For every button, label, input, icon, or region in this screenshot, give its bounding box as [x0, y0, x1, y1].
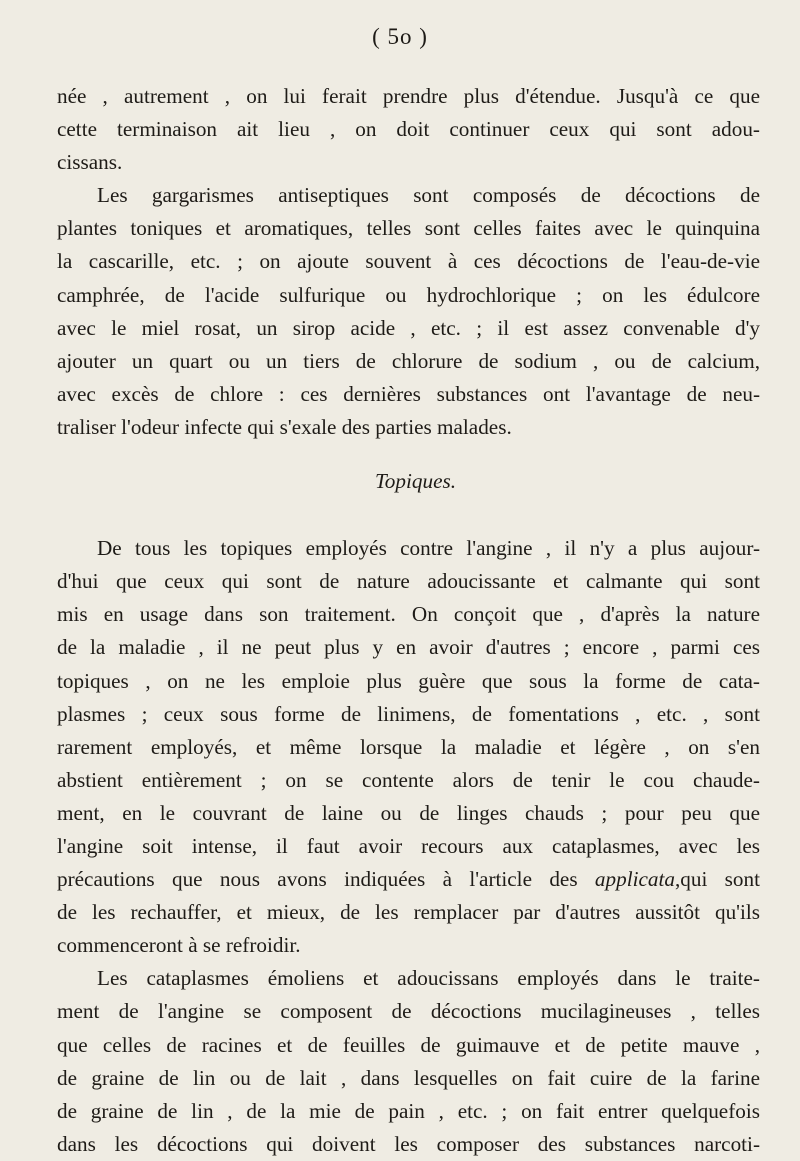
text-line: Les gargarismes antiseptiques sont composés de décoctions de	[97, 183, 760, 208]
text-line: que celles de racines et de feuilles de guimauve et de petite mauve ,	[57, 1032, 760, 1057]
paragraph	[57, 179, 760, 444]
text-line: cette terminaison ait lieu , on doit continuer ceux qui sont adou-	[57, 117, 760, 142]
italic-term: applicata	[594, 867, 675, 892]
text-line: camphrée, de l'acide sulfurique ou hydrochlorique ; on les édulcore	[57, 282, 760, 307]
text-line: de graine de lin ou de lait , dans lesquelles on fait cuire de la farine	[57, 1065, 760, 1090]
text-line: avec le miel rosat, un sirop acide , etc. ; il est assez convenable d'y	[57, 315, 760, 340]
text-line: topiques , on ne les emploie plus guère que sous la forme de cata-	[57, 668, 760, 693]
text-line: de graine de lin , de la mie de pain , etc. ; on fait entrer quelquefois	[57, 1098, 760, 1123]
text-line: dans les décoctions qui doivent les composer des substances narcoti-	[57, 1131, 760, 1156]
text-line: ajouter un quart ou un tiers de chlorure de sodium , ou de calcium,	[57, 348, 760, 373]
text-line: avec excès de chlore : ces dernières substances ont l'avantage de neu-	[57, 381, 760, 406]
body-text	[57, 80, 760, 1161]
text-line: l'angine soit intense, il faut avoir recours aux cataplasmes, avec les	[57, 833, 760, 858]
text-line: de la maladie , il ne peut plus y en avoir d'autres ; encore , parmi ces	[57, 635, 760, 660]
text-line: de les rechauffer, et mieux, de les remplacer par d'autres aussitôt qu'ils	[57, 900, 760, 925]
paragraph	[57, 962, 760, 1161]
text-line: ment de l'angine se composent de décoctions mucilagineuses , telles	[57, 999, 760, 1024]
page-number: ( 5o )	[372, 24, 428, 49]
text-line: plasmes ; ceux sous forme de linimens, de fomentations , etc. , sont	[57, 701, 760, 726]
text-line: née , autrement , on lui ferait prendre plus d'étendue. Jusqu'à ce que	[57, 84, 760, 108]
text-line: traliser l'odeur infecte qui s'exale des parties malades.	[57, 414, 512, 439]
text-line: De tous les topiques employés contre l'angine , il n'y a plus aujour-	[97, 536, 760, 561]
text-line: Les cataplasmes émoliens et adoucissans employés dans le traite-	[97, 966, 760, 991]
text-line: rarement employés, et même lorsque la maladie et légère , on s'en	[57, 734, 760, 759]
text-line: précautions que nous avons indiquées à l'article des applicata,qui sont	[57, 867, 760, 892]
text-line: ment, en le couvrant de laine ou de linges chauds ; pour peu que	[57, 800, 760, 825]
text-line: commenceront à se refroidir.	[57, 933, 301, 958]
text-line: cissans.	[57, 150, 123, 175]
text-line: mis en usage dans son traitement. On conçoit que , d'après la nature	[57, 602, 760, 627]
text-line: d'hui que ceux qui sont de nature adoucissante et calmante qui sont	[57, 569, 760, 594]
paragraph	[57, 80, 760, 179]
text-line: plantes toniques et aromatiques, telles sont celles faites avec le quinquina	[57, 216, 760, 241]
text-line: abstient entièrement ; on se contente alors de tenir le cou chaude-	[57, 767, 760, 792]
text-line: la cascarille, etc. ; on ajoute souvent à ces décoctions de l'eau-de-vie	[57, 249, 760, 274]
paragraph	[57, 532, 760, 962]
section-heading: Topiques.	[374, 469, 457, 494]
